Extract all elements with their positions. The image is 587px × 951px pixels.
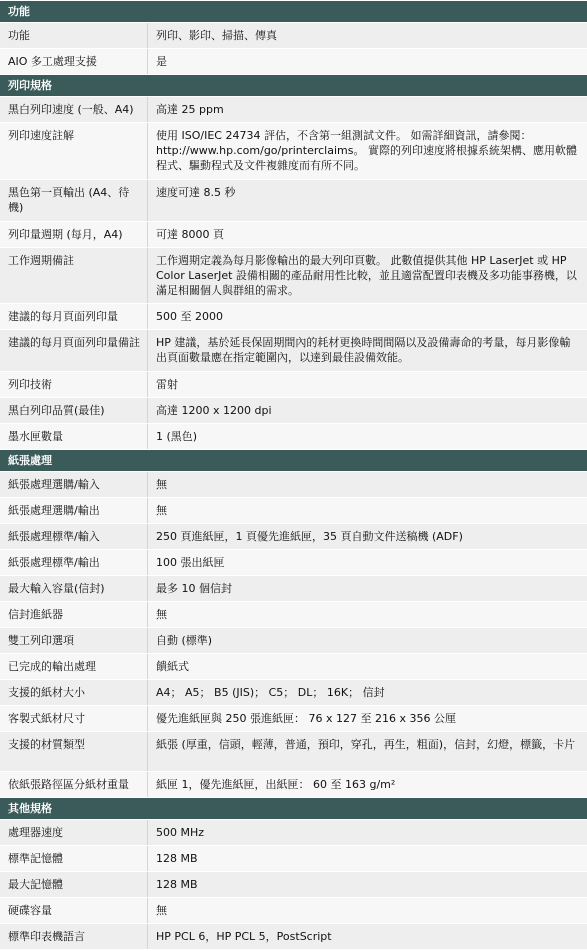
section-header-print-specs: 列印規格 — [0, 74, 587, 96]
spec-value: 雷射 — [156, 378, 178, 391]
spec-label: 紙張處理選購/輸入 — [0, 472, 148, 497]
spec-label: 最大記憶體 — [0, 872, 148, 897]
table-row — [0, 221, 587, 247]
spec-value: 高達 25 ppm — [156, 103, 224, 116]
spec-value: 可達 8000 頁 — [156, 228, 224, 241]
spec-value: 紙張 (厚重，信頭，輕薄，普通，預印，穿孔，再生，粗面)，信封，幻燈，標籤，卡片 — [156, 738, 576, 751]
spec-label: 信封進紙器 — [0, 602, 148, 627]
spec-label: 列印量週期 (每月，A4) — [0, 222, 148, 247]
spec-label: 紙張處理標準/輸出 — [0, 550, 148, 575]
table-row — [0, 497, 587, 523]
table-row — [0, 897, 587, 923]
spec-label: 最大輸入容量(信封) — [0, 576, 148, 601]
spec-label: 依紙張路徑區分紙材重量 — [0, 772, 148, 797]
spec-label: AIO 多工處理支援 — [0, 49, 148, 74]
spec-label: 標準記憶體 — [0, 846, 148, 871]
table-row — [0, 247, 587, 303]
table-row — [0, 471, 587, 497]
spec-label: 墨水匣數量 — [0, 424, 148, 449]
table-row — [0, 48, 587, 74]
spec-value: 500 MHz — [156, 826, 205, 839]
spec-value: 高達 1200 x 1200 dpi — [156, 404, 272, 417]
spec-label: 紙張處理選購/輸出 — [0, 498, 148, 523]
spec-value: 無 — [156, 478, 167, 491]
table-row — [0, 627, 587, 653]
spec-label: 黑白列印品質(最佳) — [0, 398, 148, 423]
table-row — [0, 423, 587, 449]
spec-label: 支援的材質類型 — [0, 732, 148, 771]
spec-label: 硬碟容量 — [0, 898, 148, 923]
table-row — [0, 601, 587, 627]
table-row — [0, 731, 587, 771]
table-row — [0, 397, 587, 423]
section-header-paper-handling: 紙張處理 — [0, 449, 587, 471]
table-row — [0, 96, 587, 122]
spec-value: 無 — [156, 608, 167, 621]
spec-value: HP PCL 6，HP PCL 5，PostScript — [156, 930, 332, 943]
spec-value: 是 — [156, 55, 167, 68]
spec-value: 饋紙式 — [156, 660, 189, 673]
spec-value: 無 — [156, 904, 167, 917]
spec-label: 功能 — [0, 23, 148, 48]
table-row — [0, 523, 587, 549]
table-row — [0, 679, 587, 705]
spec-value: 速度可達 8.5 秒 — [156, 186, 236, 199]
spec-label: 列印技術 — [0, 372, 148, 397]
spec-value: 優先進紙匣與 250 張進紙匣： 76 x 127 至 216 x 356 公厘 — [156, 712, 456, 725]
spec-value: 500 至 2000 — [156, 310, 223, 323]
spec-value: 128 MB — [156, 852, 198, 865]
spec-value: 250 頁進紙匣，1 頁優先進紙匣，35 頁自動文件送稿機 (ADF) — [156, 530, 463, 543]
spec-value: 100 張出紙匣 — [156, 556, 225, 569]
spec-value: 1 (黑色) — [156, 430, 198, 443]
table-row — [0, 575, 587, 601]
spec-value: 列印、影印、掃描、傳真 — [156, 29, 277, 42]
table-row — [0, 371, 587, 397]
spec-label: 處理器速度 — [0, 820, 148, 845]
spec-label: 已完成的輸出處理 — [0, 654, 148, 679]
spec-label: 建議的每月頁面列印量備註 — [0, 330, 148, 371]
spec-label: 紙張處理標準/輸入 — [0, 524, 148, 549]
spec-label: 建議的每月頁面列印量 — [0, 304, 148, 329]
spec-label: 雙工列印選項 — [0, 628, 148, 653]
spec-value: 自動 (標準) — [156, 634, 213, 647]
table-row — [0, 329, 587, 371]
table-row — [0, 771, 587, 797]
table-row — [0, 179, 587, 221]
spec-value: 128 MB — [156, 878, 198, 891]
spec-value: 無 — [156, 504, 167, 517]
spec-label: 工作週期備註 — [0, 248, 148, 303]
spec-value: 最多 10 個信封 — [156, 582, 232, 595]
table-row — [0, 549, 587, 575]
spec-value: HP 建議，基於延長保固期間內的耗材更換時間間隔以及設備壽命的考量，每月影像輸出頁面數量應在指定範圍內，以達到最佳設備效能。 — [156, 336, 571, 364]
spec-value: 使用 ISO/IEC 24734 評估，不含第一組測試文件。 如需詳細資訊，請參閱：http://www.hp.com/go/printerclaims。 實際的列印速度將根據系統架構、應用軟體程式、驅動程式及文件複雜度而有所不同。 — [156, 129, 577, 172]
spec-value: 工作週期定義為每月影像輸出的最大列印頁數。 此數值提供其他 HP LaserJet 或 HP Color LaserJet 設備相關的產品耐用性比較，並且適當配置印表機及多功能事務機，以滿足相關個人與群組的需求。 — [156, 254, 577, 297]
section-header-other-specs: 其他規格 — [0, 797, 587, 819]
table-row — [0, 705, 587, 731]
spec-label: 標準印表機語言 — [0, 924, 148, 949]
table-row — [0, 819, 587, 845]
table-row — [0, 845, 587, 871]
spec-label: 客製式紙材尺寸 — [0, 706, 148, 731]
spec-value: 紙匣 1，優先進紙匣，出紙匣： 60 至 163 g/m² — [156, 778, 396, 791]
spec-label: 支援的紙材大小 — [0, 680, 148, 705]
table-row — [0, 871, 587, 897]
spec-label: 黑色第一頁輸出 (A4、待機) — [0, 180, 148, 221]
table-row — [0, 653, 587, 679]
table-row — [0, 303, 587, 329]
table-row — [0, 122, 587, 179]
table-row — [0, 22, 587, 48]
spec-value: A4； A5； B5 (JIS)； C5； DL； 16K； 信封 — [156, 686, 385, 699]
table-row — [0, 923, 587, 949]
spec-label: 黑白列印速度 (一般、A4) — [0, 97, 148, 122]
spec-label: 列印速度註解 — [0, 123, 148, 179]
section-header-functions: 功能 — [0, 0, 587, 22]
